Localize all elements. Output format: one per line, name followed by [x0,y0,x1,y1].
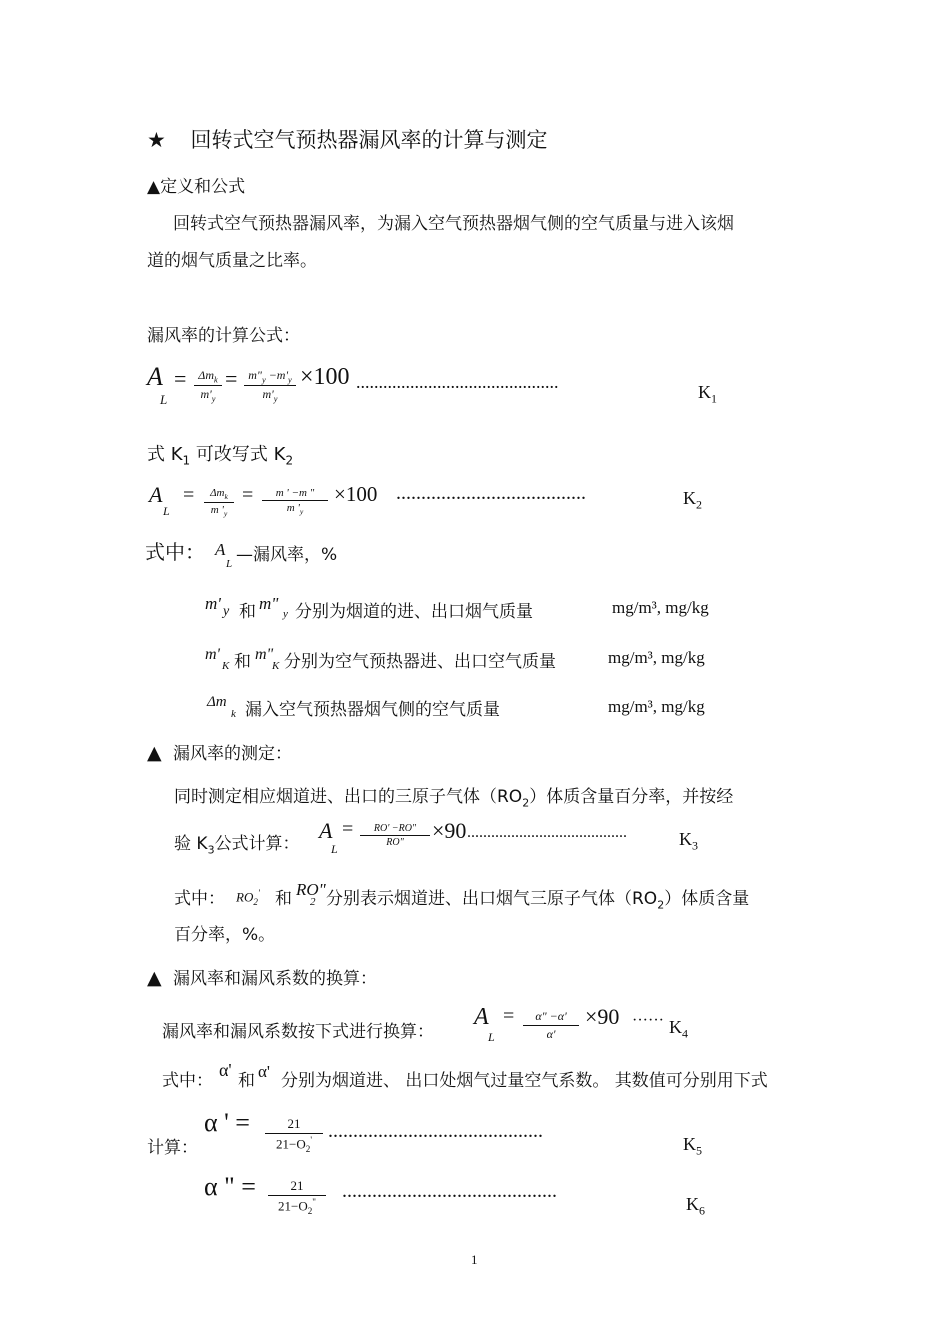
alpha-double-prime: α " = [204,1172,256,1201]
fraction-m-diff: m ' −m " m '$_y$ [262,487,328,516]
alpha-prime: α ' = [204,1108,250,1137]
definition-text: 分别为烟道的进、出口烟气质量 [295,602,533,622]
symbol: m' [205,594,221,613]
where-desc: —漏风率，% [236,545,338,565]
equals-sign: = [503,1005,515,1027]
fraction-delta-m: $\Delta m_k$ $m'_y$ [194,368,222,404]
symbol-L: L [163,504,170,518]
leader-dots: ...................................... [396,482,586,504]
subscript: K [222,660,230,672]
definition-paragraph-line2: 道的烟气质量之比率。 [147,251,317,271]
symbol: m" [259,594,279,613]
page-title [147,124,548,154]
where-label: 式中： [162,1071,213,1091]
symbol-ro2: RO" [296,880,326,899]
fraction-k6: 21 $21-O_2^"$ [268,1178,326,1216]
subscript: K [272,660,280,672]
leader-dots: ............................................. [356,372,559,392]
triangle-icon: ▲ [147,742,162,764]
units: mg/m³, mg/kg [608,697,705,716]
symbol-alpha1: α' [219,1060,232,1080]
where-text: 分别为烟道进、 出口处烟气过量空气系数。 其数值可分别用下式 [281,1071,768,1091]
symbol-L: L [160,392,168,407]
symbol-A: A [215,540,226,559]
where-label: 式中： [174,889,225,909]
symbol: m" [255,646,274,663]
label-k6: $K_6$ [686,1194,705,1218]
triangle-icon: ▲ [147,967,162,989]
equals-sign-2: = [242,484,254,506]
subscript: y [223,604,230,619]
symbol-A: A [147,362,163,391]
definition-paragraph-line1: 回转式空气预热器漏风率，为漏入空气预热器烟气侧的空气质量与进入该烟 [173,214,734,234]
equals-sign-2: = [225,366,238,391]
symbol: Δm [207,694,227,710]
times-90: ×90 [432,818,467,843]
star-icon: ★ [147,128,166,152]
rewrite-line: 式 $K_1$ 可改写式 $K_2$ [147,444,294,468]
heading-text: 漏风率的测定： [173,744,293,764]
measurement-line1: 同时测定相应烟道进、出口的三原子气体$(RO_2)$体质含量百分率，并按经 [174,787,734,810]
times-100: ×100 [300,364,350,390]
symbol: m' [205,646,220,663]
section-heading-definition: ▲定义和公式 [147,177,246,197]
equals-sign: = [183,484,195,506]
and-text: 和 [238,1071,255,1091]
where-text: 分别表示烟道进、出口烟气三原子气体$(RO_2)$体质含量 [326,889,750,912]
label-k2: $K_2$ [683,488,702,512]
formula-intro: 漏风率的计算公式： [147,326,300,346]
conversion-intro: 漏风率和漏风系数按下式进行换算： [162,1022,434,1042]
leader-dots: ........................................... [328,1120,543,1142]
symbol-L: L [488,1030,495,1044]
fraction-m-diff: $m"_y -m'_y$ $m'_y$ [244,368,296,404]
page-number: 1 [471,1252,478,1267]
subscript: y [283,608,288,620]
measurement-line-last: 百分率，%。 [174,925,276,945]
symbol-A: A [319,818,333,843]
subscript: k [231,708,236,720]
and-text: 和 [234,652,251,672]
and-text: 和 [275,889,292,909]
definition-text: 漏入空气预热器烟气侧的空气质量 [245,700,500,720]
fraction-k5: 21 $21-O_2'$ [265,1116,323,1154]
heading-text: 漏风率和漏风系数的换算： [173,969,378,989]
subscript: 2 [310,896,316,908]
section-heading-conversion [147,964,377,989]
times-100: ×100 [334,482,378,506]
label-k3: $K_3$ [679,829,698,853]
equals-sign: = [174,366,187,391]
symbol-L: L [331,842,338,856]
fraction-ro: RO' −RO" RO" [360,823,430,848]
times-90: ×90 [585,1004,620,1029]
symbol-alpha2: α' [258,1062,270,1081]
definition-text: 分别为空气预热器进、出口空气质量 [284,652,556,672]
label-k5: $K_5$ [683,1134,702,1158]
units: mg/m³, mg/kg [608,648,705,667]
calc-label: 计算： [147,1138,198,1158]
k3-intro: 验 $K_3$公式计算： [174,834,300,857]
leader-dots: ........................................... [342,1180,557,1202]
units: mg/m³, mg/kg [612,598,709,617]
label-k1: $K_1$ [698,382,717,406]
leader-dots: ······ [632,1012,664,1029]
symbol-A: A [474,1004,489,1030]
equals-sign: = [342,818,354,840]
where-label: 式中： [145,540,205,564]
fraction-delta-m: $\Delta m_k$ m '$_y$ [204,487,234,518]
and-text: 和 [239,602,256,622]
title-text: 回转式空气预热器漏风率的计算与测定 [190,128,548,152]
fraction-alpha: α" −α' α' [523,1009,579,1042]
symbol-A: A [149,482,163,507]
symbol-ro: $RO_2'$ [236,888,260,907]
section-heading-measurement [147,739,292,764]
symbol-L: L [226,558,233,570]
leader-dots: ........................................ [467,824,627,841]
label-k4: $K_4$ [669,1017,688,1041]
